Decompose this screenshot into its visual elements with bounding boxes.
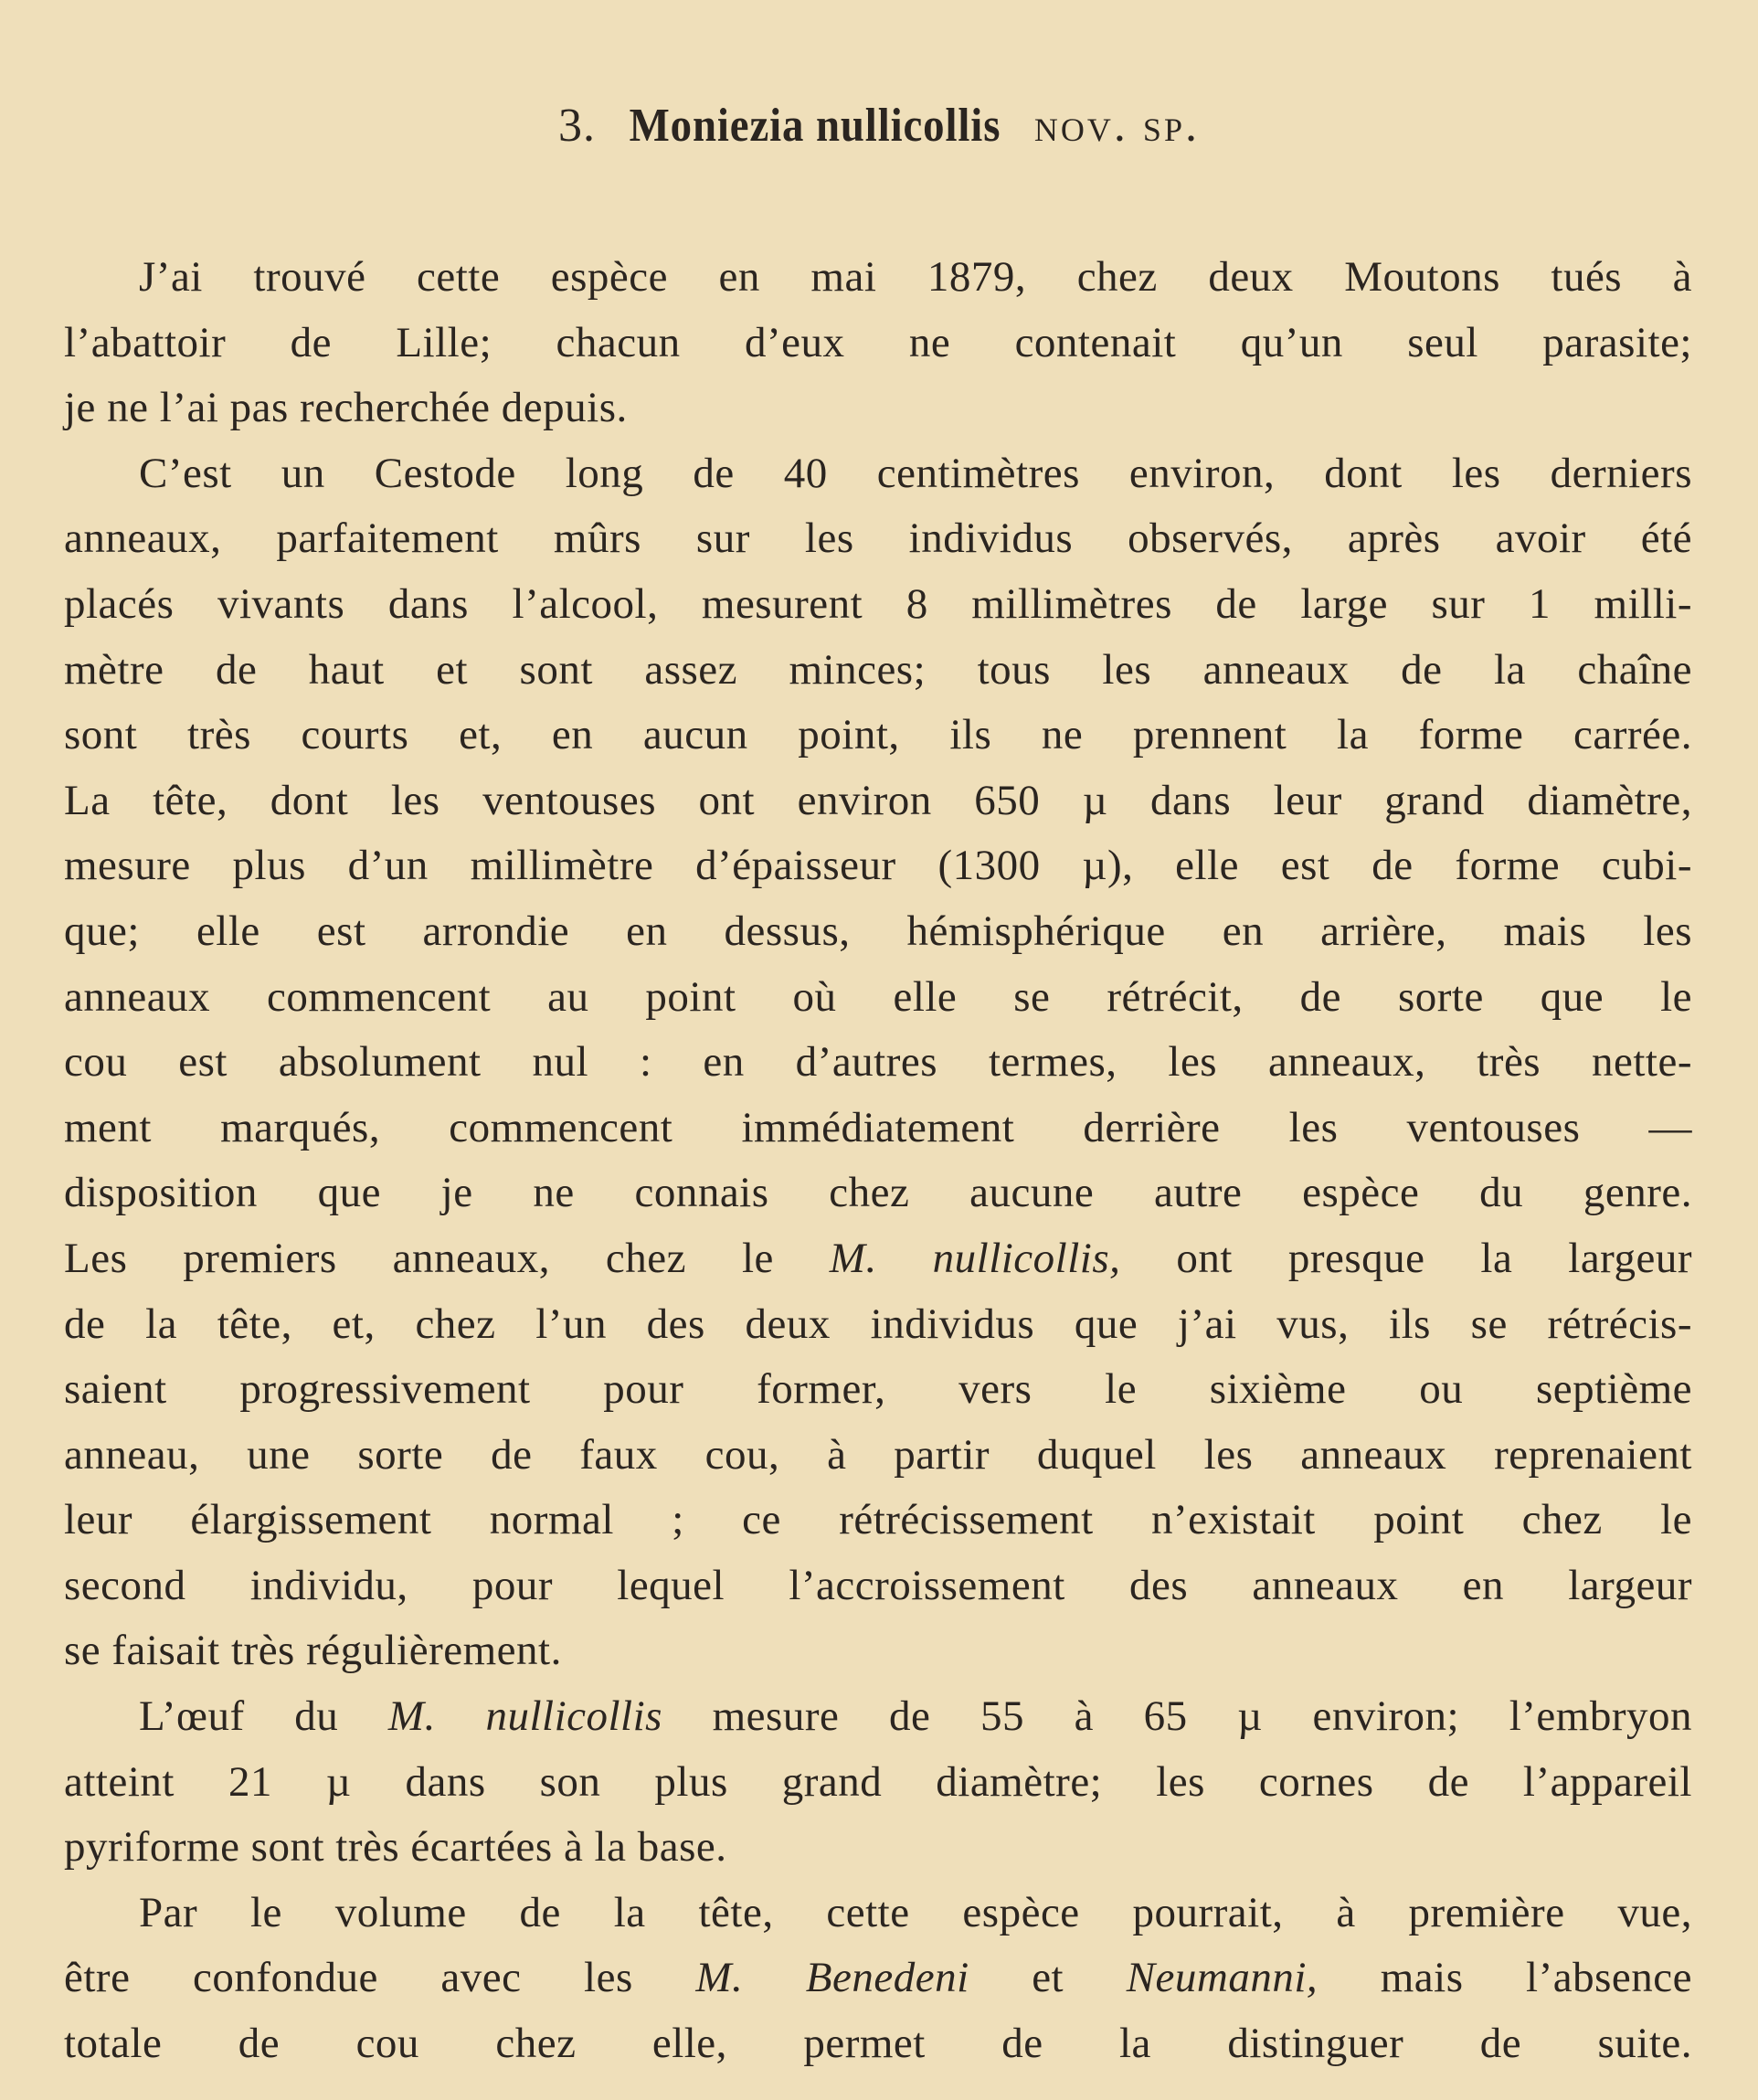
text-segment: se faisait très régulièrement. bbox=[64, 1627, 562, 1675]
text-line bbox=[64, 833, 1692, 899]
paragraph bbox=[64, 441, 1692, 1684]
text-segment: anneau, une sorte de faux cou, à partir duquel les anneaux reprenaient bbox=[64, 1430, 1692, 1479]
text-segment: Par le volume de la tête, cette espèce pourrait, à première vue, bbox=[139, 1888, 1692, 1936]
text-segment: Les premiers anneaux, chez le bbox=[64, 1234, 830, 1282]
text-segment: que; elle est arrondie en dessus, hémisphérique en arrière, mais les bbox=[64, 907, 1692, 955]
text-line bbox=[64, 965, 1692, 1031]
paragraph bbox=[64, 1684, 1692, 1881]
text-line bbox=[64, 1030, 1692, 1096]
text-line bbox=[64, 1226, 1692, 1292]
text-line bbox=[64, 1618, 1692, 1684]
text-segment: leur élargissement normal ; ce rétrécissement n’existait point chez le bbox=[64, 1496, 1692, 1544]
text-line bbox=[64, 703, 1692, 769]
text-segment: L’œuf du bbox=[139, 1692, 388, 1741]
text-line bbox=[64, 1096, 1692, 1161]
text-segment: J’ai trouvé cette espèce en mai 1879, chez deux Moutons tués à bbox=[139, 253, 1692, 301]
text-segment: et bbox=[969, 1954, 1127, 2002]
text-line bbox=[64, 1684, 1692, 1750]
text-line bbox=[64, 2011, 1692, 2077]
text-segment: atteint 21 µ dans son plus grand diamètre; les cornes de l’appareil bbox=[64, 1757, 1692, 1806]
text-segment: pyriforme sont très écartées à la base. bbox=[64, 1823, 727, 1872]
text-line bbox=[64, 1881, 1692, 1946]
text-segment: disposition que je ne connais chez aucune autre espèce du genre. bbox=[64, 1169, 1692, 1217]
text-segment: anneaux commencent au point où elle se rétrécit, de sorte que le bbox=[64, 972, 1692, 1021]
text-line bbox=[64, 441, 1692, 507]
text-line bbox=[64, 572, 1692, 638]
text-line bbox=[64, 1946, 1692, 2011]
italic-species-name: M. nullicollis, bbox=[829, 1234, 1121, 1282]
text-segment: second individu, pour lequel l’accroissement des anneaux en largeur bbox=[64, 1561, 1692, 1609]
text-line bbox=[64, 769, 1692, 834]
text-segment: être confondue avec les bbox=[64, 1954, 696, 2002]
body-text bbox=[64, 245, 1692, 2077]
text-segment: ment marqués, commencent immédiatement derrière les ventouses — bbox=[64, 1103, 1692, 1151]
text-line bbox=[64, 638, 1692, 704]
text-segment: l’abattoir de Lille; chacun d’eux ne contenait qu’un seul parasite; bbox=[64, 318, 1692, 366]
paragraph bbox=[64, 1881, 1692, 2077]
text-line bbox=[64, 1357, 1692, 1423]
text-segment: saient progressivement pour former, vers le sixième ou septième bbox=[64, 1365, 1692, 1414]
text-line bbox=[64, 1161, 1692, 1226]
text-segment: C’est un Cestode long de 40 centimètres environ, dont les derniers bbox=[139, 449, 1692, 497]
text-segment: ont presque la largeur bbox=[1120, 1234, 1692, 1282]
text-line bbox=[64, 1750, 1692, 1816]
text-segment: je ne l’ai pas recherchée depuis. bbox=[64, 384, 628, 432]
text-segment: de la tête, et, chez l’un des deux individus que j’ai vus, ils se rétrécis- bbox=[64, 1299, 1692, 1348]
paragraph bbox=[64, 245, 1692, 441]
species-name: Moniezia nullicollis bbox=[629, 100, 1001, 152]
text-line bbox=[64, 311, 1692, 377]
text-segment: mais l’absence bbox=[1318, 1954, 1692, 2002]
text-segment: cou est absolument nul : en d’autres termes, les anneaux, très nette- bbox=[64, 1038, 1692, 1087]
text-segment: mesure de 55 à 65 µ environ; l’embryon bbox=[662, 1692, 1693, 1741]
text-line bbox=[64, 1554, 1692, 1619]
section-title bbox=[0, 99, 1758, 153]
text-line bbox=[64, 899, 1692, 965]
text-segment: mètre de haut et sont assez minces; tous les anneaux de la chaîne bbox=[64, 645, 1692, 694]
text-line bbox=[64, 245, 1692, 311]
text-line bbox=[64, 1488, 1692, 1554]
italic-species-name: M. nullicollis bbox=[387, 1692, 662, 1741]
species-status: nov. sp. bbox=[1033, 100, 1200, 152]
text-segment: La tête, dont les ventouses ont environ 650 µ dans leur grand diamètre, bbox=[64, 776, 1692, 824]
text-line bbox=[64, 376, 1692, 441]
text-line bbox=[64, 506, 1692, 572]
section-number: 3. bbox=[558, 100, 597, 152]
text-segment: placés vivants dans l’alcool, mesurent 8 millimètres de large sur 1 milli- bbox=[64, 579, 1692, 628]
text-segment: totale de cou chez elle, permet de la distinguer de suite. bbox=[64, 2020, 1692, 2068]
text-line bbox=[64, 1815, 1692, 1881]
text-segment: anneaux, parfaitement mûrs sur les individus observés, après avoir été bbox=[64, 514, 1692, 563]
text-segment: mesure plus d’un millimètre d’épaisseur (1300 µ), elle est de forme cubi- bbox=[64, 842, 1692, 890]
text-line bbox=[64, 1423, 1692, 1489]
text-line bbox=[64, 1292, 1692, 1358]
italic-species-name: M. Benedeni bbox=[695, 1954, 969, 2002]
italic-species-name: Neumanni, bbox=[1126, 1954, 1318, 2002]
text-segment: sont très courts et, en aucun point, ils ne prennent la forme carrée. bbox=[64, 711, 1692, 759]
